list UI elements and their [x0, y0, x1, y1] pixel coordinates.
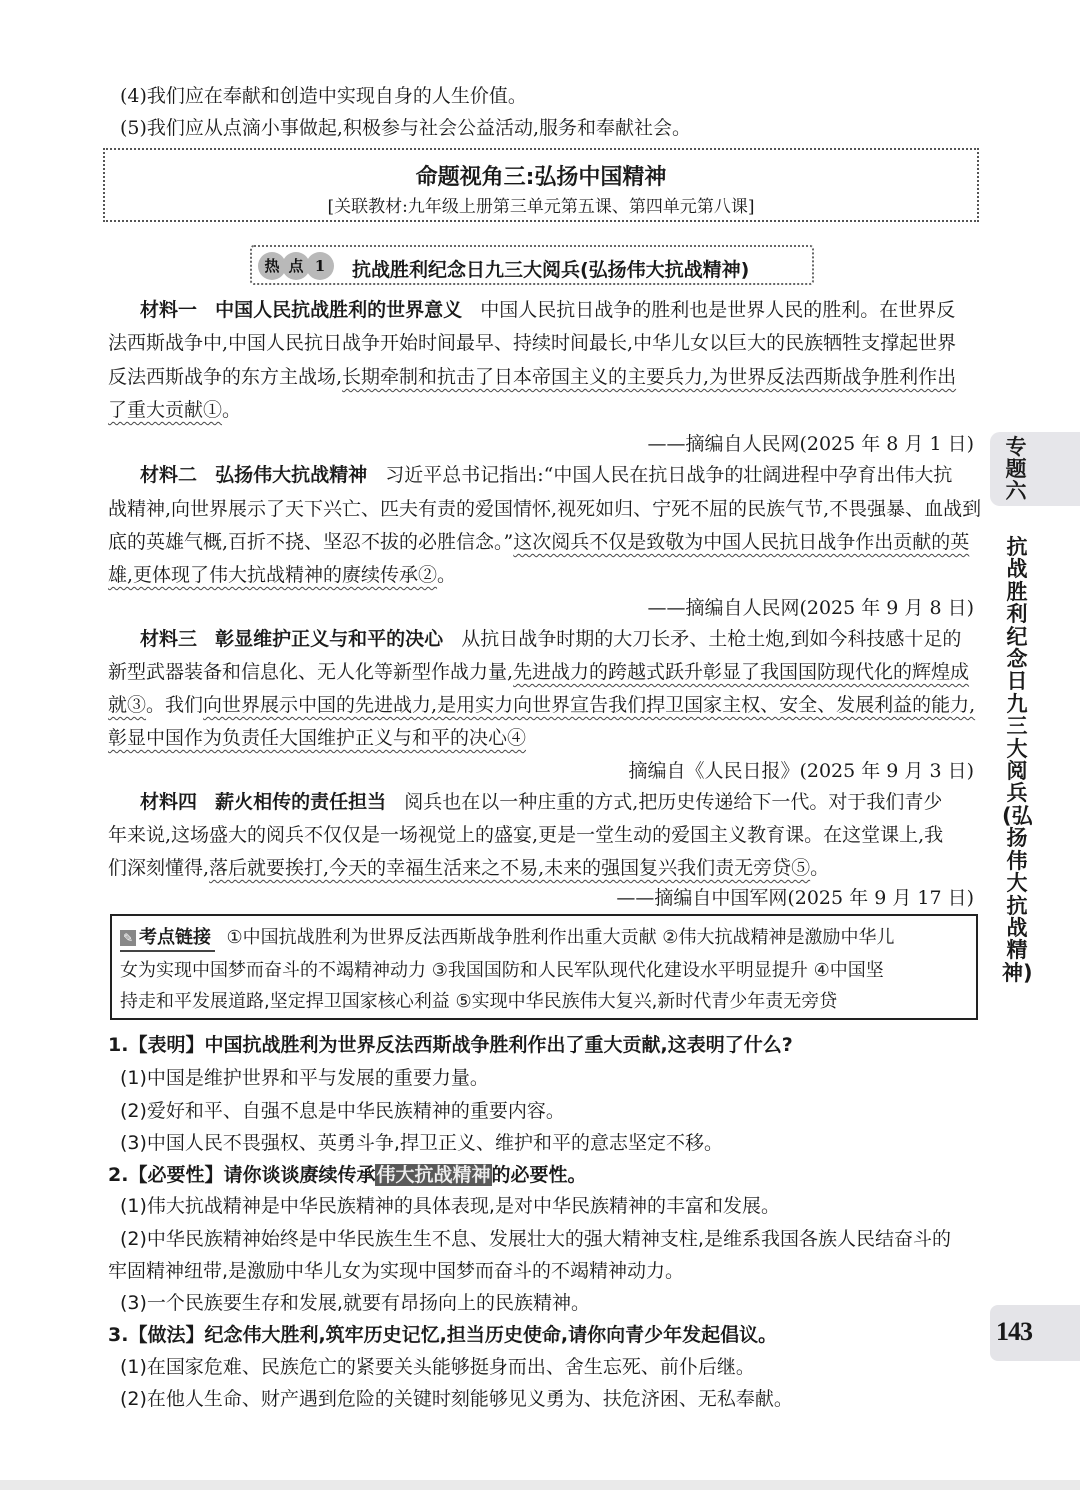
hotspot-badge — [258, 252, 330, 280]
underlined-key-text: 了重大贡献① — [108, 399, 223, 421]
answer-item: (2)中华民族精神始终是中华民族生生不息、发展壮大的强大精神支柱,是维系我国各族人民结奋斗的 — [120, 1228, 951, 1250]
material-text: 习近平总书记指出:“中国人民在抗日战争的壮阔进程中孕育出伟大抗 — [385, 464, 953, 486]
material-4-line-1 — [140, 790, 978, 814]
badge-char: 热 — [258, 252, 286, 280]
vertical-chapter-title: 抗战胜利纪念日九三大阅兵(弘扬伟大抗战精神) — [1002, 535, 1033, 985]
exam-link-line-1 — [120, 926, 972, 952]
material-text: 们深刻懂得, — [108, 857, 210, 879]
punctuation: 。 — [437, 564, 457, 586]
answer-item: (5)我们应从点滴小事做起,积极参与社会公益活动,服务和奉献社会。 — [120, 117, 691, 139]
question-tag: 【做法】 — [128, 1324, 205, 1346]
exam-link-box — [110, 914, 978, 1020]
answer-item: (1)伟大抗战精神是中华民族精神的具体表现,是对中华民族精神的丰富和发展。 — [120, 1195, 780, 1217]
exam-link-label — [120, 926, 215, 952]
material-label: 材料二 — [140, 464, 198, 486]
material-heading: 薪火相传的责任担当 — [215, 791, 387, 813]
material-2-line-2 — [108, 497, 982, 521]
topic-tab — [990, 432, 1080, 506]
material-text: 法西斯战争中,中国人民抗日战争开始时间最早、持续时间最长,中华儿女以巨大的民族牺牲支撑起世界 — [108, 332, 957, 354]
punctuation: 。 — [810, 857, 830, 879]
answer-item: (1)中国是维护世界和平与发展的重要力量。 — [120, 1067, 489, 1089]
material-1-line-3 — [108, 365, 978, 389]
underlined-key-text: 雄,更体现了伟大抗战精神的赓续传承② — [108, 564, 438, 586]
punctuation: 。 — [222, 399, 242, 421]
material-3-line-2 — [108, 660, 978, 684]
exam-link-line-3: 持走和平发展道路,坚定捍卫国家核心利益 ⑤实现中华民族伟大复兴,新时代青少年责无旁贷 — [120, 991, 838, 1012]
material-2-line-3 — [108, 530, 978, 554]
page-edge — [0, 1480, 1080, 1490]
underlined-key-text: 彰显中国作为负责任大国维护正义与和平的决心④ — [108, 727, 527, 749]
material-heading: 弘扬伟大抗战精神 — [215, 464, 368, 486]
question-number: 1. — [108, 1034, 129, 1056]
section-header-box — [103, 148, 979, 222]
material-source: ——摘编自中国军网(2025 年 9 月 17 日) — [616, 887, 974, 909]
underlined-key-text: 这次阅兵不仅是致敬为中国人民抗日战争作出贡献的英 — [513, 531, 970, 553]
topic-tab-label: 专题六 — [1005, 435, 1027, 503]
material-4-line-2 — [108, 823, 978, 847]
material-text: 底的英雄气概,百折不挠、坚忍不拔的必胜信念。” — [108, 531, 514, 553]
material-heading: 彰显维护正义与和平的决心 — [215, 628, 444, 650]
question-tag: 【表明】 — [128, 1034, 205, 1056]
badge-char: 点 — [282, 252, 310, 280]
material-source: ——摘编自人民网(2025 年 9 月 8 日) — [647, 597, 974, 619]
question-2 — [108, 1163, 978, 1187]
answer-item: (2)爱好和平、自强不息是中华民族精神的重要内容。 — [120, 1100, 565, 1122]
question-number: 2. — [108, 1164, 129, 1186]
pencil-icon: ✎ — [120, 930, 136, 946]
material-text: 战精神,向世界展示了天下兴亡、匹夫有责的爱国情怀,视死如归、宁死不屈的民族气节,不畏强暴、血战到 — [108, 498, 982, 520]
material-1-line-2 — [108, 331, 978, 355]
hotspot-header — [250, 245, 814, 285]
exam-link-line-2: 女为实现中国梦而奋斗的不竭精神动力 ③我国国防和人民军队现代化建设水平明显提升 ④中国坚 — [120, 960, 884, 981]
answer-item: (3)一个民族要生存和发展,就要有昂扬向上的民族精神。 — [120, 1292, 590, 1314]
question-text: 中国抗战胜利为世界反法西斯战争胜利作出了重大贡献,这表明了什么? — [204, 1034, 793, 1056]
exam-link-text: ①中国抗战胜利为世界反法西斯战争胜利作出重大贡献 ②伟大抗战精神是激励中华儿 — [226, 927, 895, 948]
material-text: 。我们 — [146, 694, 204, 716]
underlined-key-text: 向世界展示中国的先进战力,是用实力向世界宣告我们捍卫国家主权、安全、发展利益的能力, — [203, 694, 976, 716]
answer-item: (4)我们应在奉献和创造中实现自身的人生价值。 — [120, 85, 527, 107]
material-3-line-1 — [140, 627, 978, 651]
material-text: 从抗日战争时期的大刀长矛、土枪土炮,到如今科技感十足的 — [461, 628, 962, 650]
section-title: 命题视角三:弘扬中国精神 — [415, 165, 667, 190]
answer-item-continued: 牢固精神纽带,是激励中华儿女为实现中国梦而奋斗的不竭精神动力。 — [108, 1260, 685, 1282]
material-label: 材料一 — [140, 299, 198, 321]
question-number: 3. — [108, 1324, 129, 1346]
material-label: 材料四 — [140, 791, 198, 813]
highlighted-text: 伟大抗战精神 — [376, 1164, 491, 1186]
section-subtitle: [关联教材:九年级上册第三单元第五课、第四单元第八课] — [327, 197, 755, 217]
material-text: 反法西斯战争的东方主战场, — [108, 366, 343, 388]
material-3-line-3 — [108, 693, 978, 717]
badge-char: 1 — [306, 252, 334, 280]
material-2-line-4 — [108, 563, 978, 587]
page-number-tab — [990, 1305, 1080, 1361]
question-text: 请你谈谈赓续传承 — [223, 1164, 376, 1186]
answer-item: (3)中国人民不畏强权、英勇斗争,捍卫正义、维护和平的意志坚定不移。 — [120, 1132, 723, 1154]
material-text: 阅兵也在以一种庄重的方式,把历史传递给下一代。对于我们青少 — [404, 791, 943, 813]
question-text: 纪念伟大胜利,筑牢历史记忆,担当历史使命,请你向青少年发起倡议。 — [204, 1324, 778, 1346]
hotspot-title: 抗战胜利纪念日九三大阅兵(弘扬伟大抗战精神) — [352, 259, 750, 281]
material-1-line-1 — [140, 298, 978, 322]
underlined-key-text: 先进战力的跨越式跃升彰显了我国国防现代化的辉煌成 — [513, 661, 970, 683]
material-source: 摘编自《人民日报》(2025 年 9 月 3 日) — [628, 760, 974, 782]
underlined-key-text: 长期牵制和抗击了日本帝国主义的主要兵力,为世界反法西斯战争胜利作出 — [342, 366, 957, 388]
material-source: ——摘编自人民网(2025 年 8 月 1 日) — [647, 433, 974, 455]
question-1 — [108, 1033, 978, 1057]
material-1-line-4 — [108, 398, 978, 422]
material-text: 年来说,这场盛大的阅兵不仅仅是一场视觉上的盛宴,更是一堂生动的爱国主义教育课。在这堂课上,我 — [108, 824, 944, 846]
underlined-key-text: 就③ — [108, 694, 147, 716]
question-3 — [108, 1323, 978, 1347]
material-3-line-4 — [108, 726, 978, 750]
material-4-line-3 — [108, 856, 978, 880]
material-text: 新型武器装备和信息化、无人化等新型作战力量, — [108, 661, 514, 683]
page-number: 143 — [996, 1317, 1032, 1346]
answer-item: (2)在他人生命、财产遇到危险的关键时刻能够见义勇为、扶危济困、无私奉献。 — [120, 1388, 793, 1410]
material-heading: 中国人民抗战胜利的世界意义 — [215, 299, 463, 321]
answer-item: (1)在国家危难、民族危亡的紧要关头能够挺身而出、舍生忘死、前仆后继。 — [120, 1356, 755, 1378]
material-2-line-1 — [140, 463, 978, 487]
exam-link-label-text: 考点链接 — [139, 927, 211, 948]
material-label: 材料三 — [140, 628, 198, 650]
material-text: 中国人民抗日战争的胜利也是世界人民的胜利。在世界反 — [480, 299, 956, 321]
question-tag: 【必要性】 — [128, 1164, 224, 1186]
underlined-key-text: 落后就要挨打,今天的幸福生活来之不易,未来的强国复兴我们责无旁贷⑤ — [209, 857, 811, 879]
question-text: 的必要性。 — [491, 1164, 587, 1186]
